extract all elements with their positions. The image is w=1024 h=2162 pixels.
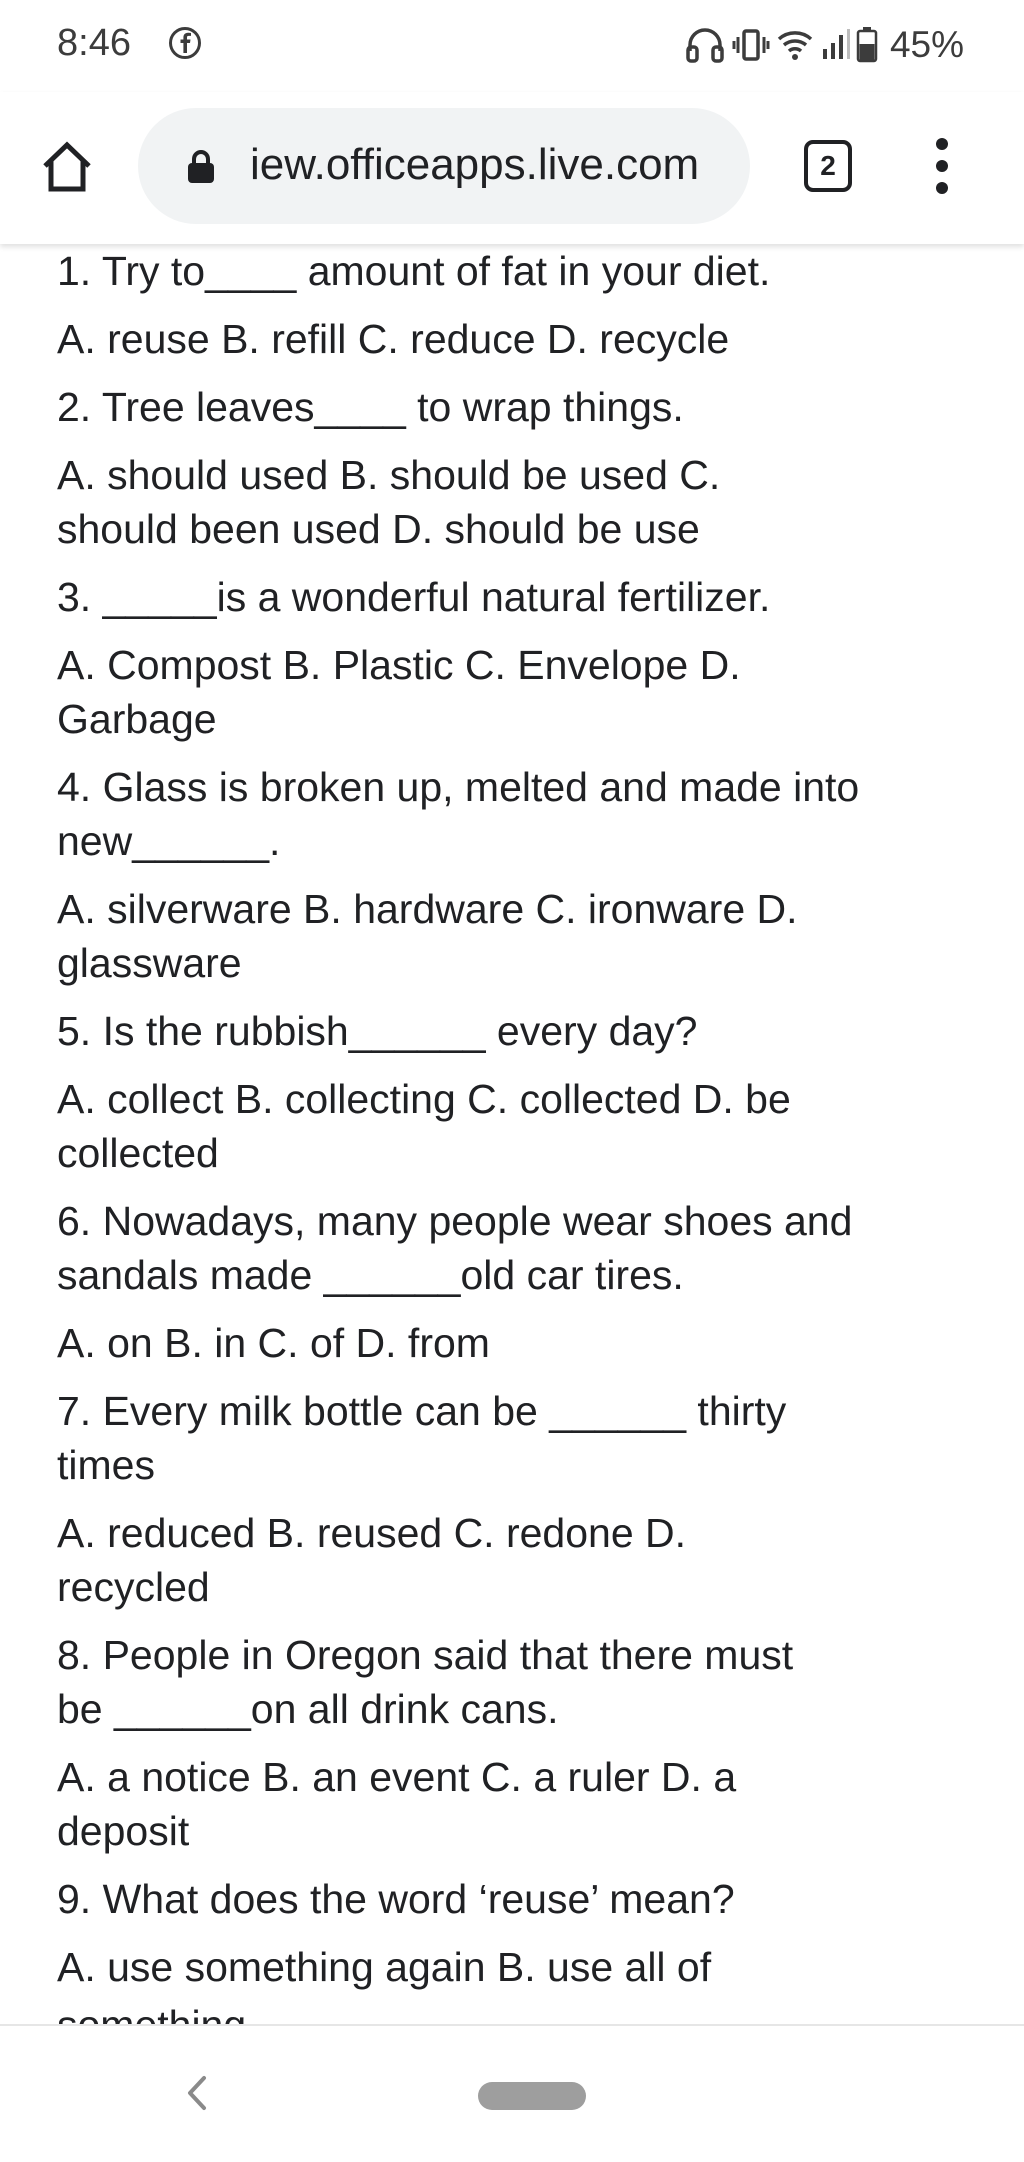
answer-line: A. silverware B. hardware C. ironware D. <box>57 886 798 932</box>
vibrate-icon <box>732 25 770 65</box>
browser-toolbar <box>0 92 1024 244</box>
signal-icon <box>820 25 850 65</box>
question-line: times <box>57 1442 155 1488</box>
question-line: sandals made ______old car tires. <box>57 1252 684 1298</box>
tab-switcher-button[interactable] <box>804 140 852 192</box>
answer-line: collected <box>57 1130 219 1176</box>
question-line: 8. People in Oregon said that there must <box>57 1632 794 1678</box>
answer-line: Garbage <box>57 696 217 742</box>
address-bar[interactable] <box>138 108 750 224</box>
headphones-icon <box>684 25 726 65</box>
answer-line: deposit <box>57 1808 190 1854</box>
battery-icon <box>856 25 878 65</box>
answer-line: A. should used B. should be used C. <box>57 452 721 498</box>
home-pill-icon[interactable] <box>478 2082 586 2110</box>
question-line: 2. Tree leaves____ to wrap things. <box>57 384 684 430</box>
question-line: new______. <box>57 818 281 864</box>
question-line: 9. What does the word ‘reuse’ mean? <box>57 1876 735 1922</box>
home-icon[interactable] <box>40 140 94 194</box>
question-line: 6. Nowadays, many people wear shoes and <box>57 1198 853 1244</box>
battery-percent: 45% <box>889 24 964 65</box>
answer-line: A. reuse B. refill C. reduce D. recycle <box>57 316 730 362</box>
system-nav-bar <box>0 2024 1024 2162</box>
answer-line: A. reduced B. reused C. redone D. <box>57 1510 687 1556</box>
question-line: 4. Glass is broken up, melted and made into <box>57 764 860 810</box>
wifi-icon <box>776 25 814 65</box>
status-time: 8:46 <box>57 22 131 64</box>
answer-line: A. a notice B. an event C. a ruler D. a <box>57 1754 737 1800</box>
url-text[interactable]: iew.officeapps.live.com <box>250 140 700 189</box>
answer-line: A. on B. in C. of D. from <box>57 1320 490 1366</box>
answer-line: glassware <box>57 940 242 986</box>
question-line: 1. Try to____ amount of fat in your diet. <box>57 248 771 294</box>
facebook-icon <box>168 26 202 60</box>
answer-line: A. collect B. collecting C. collected D. be <box>57 1076 791 1122</box>
question-line: 7. Every milk bottle can be ______ thirty <box>57 1388 787 1434</box>
status-bar <box>0 0 1024 92</box>
answer-line: A. use something again B. use all of <box>57 1944 712 1990</box>
answer-line: should been used D. should be use <box>57 506 700 552</box>
question-line: be ______on all drink cans. <box>57 1686 559 1732</box>
document-view[interactable] <box>0 244 1024 2024</box>
question-line: 3. _____is a wonderful natural fertilizer. <box>57 574 771 620</box>
question-line: 5. Is the rubbish______ every day? <box>57 1008 698 1054</box>
more-vert-icon[interactable] <box>930 134 954 198</box>
answer-line: A. Compost B. Plastic C. Envelope D. <box>57 642 741 688</box>
tab-count: 2 <box>820 150 836 181</box>
status-icons <box>684 20 964 70</box>
answer-line: recycled <box>57 1564 210 1610</box>
back-icon[interactable] <box>184 2074 210 2112</box>
lock-icon <box>186 148 216 184</box>
